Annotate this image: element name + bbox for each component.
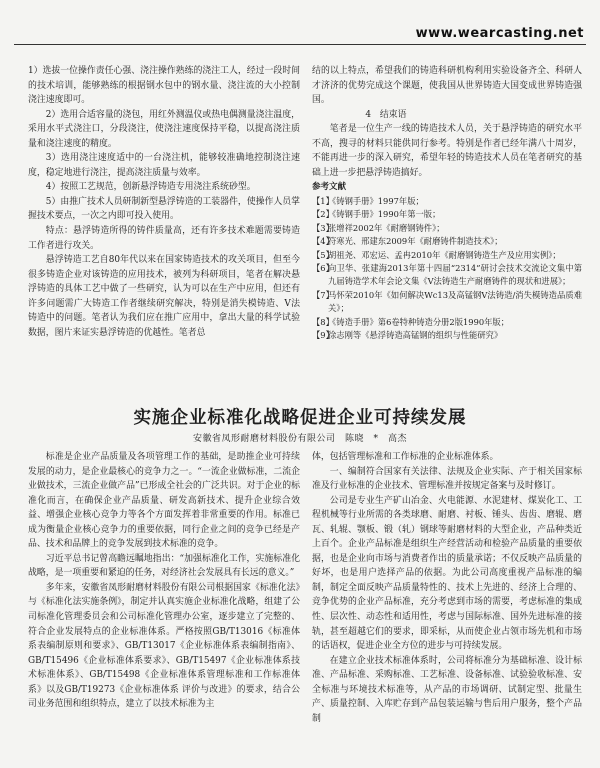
header-rule xyxy=(14,44,586,45)
references-label: 参考文献 xyxy=(312,182,347,193)
paragraph: 体，包括管理标准和工作标准的企业标准体系。 xyxy=(312,452,499,462)
paragraph: 2）选用合适容量的浇包，用红外测温仪或热电偶测量浇注温度，采用水平式浇注口，分段浇注，使浇注速度保持平稳，以提高浇注质量和浇注速度的精度。 xyxy=(28,109,300,149)
paragraph: 笔者是一位生产一线的铸造技术人员，关于悬浮铸造的研究水平不高，搜寻的材料只能供同行参考。特别是作者已经年满八十周岁，不能再进一步的深入研究，希望年轻的铸造技术人员在笔者研究的基础上进一步把悬浮铸造搞好。 xyxy=(312,124,582,178)
section-heading: 4 结束语 xyxy=(365,109,407,120)
reference-item: 【2】 《铸钢手册》1990年第一版； xyxy=(312,209,441,220)
reference-item: 【5】 胡祖尧、邓宏运、孟冉2010年《耐磨钢铸造生产及应用实例》； xyxy=(312,249,561,260)
paragraph: 在建立企业技术标准体系时，公司将标准分为基础标准、设计标准、产品标准、采购标准、工艺标准、设备标准、试验验收标准、安全标准与环境技术标准等，从产品的市场调研、试制定型、批量生产、质量控制、入库贮存到产品包装运输与售后用户服务，整个产品制 xyxy=(312,655,582,724)
paragraph: 悬浮铸造工艺自80年代以来在国家铸造技术的攻关项目，但至今很多铸造企业对该铸造的应用技术，被列为科研项目，笔者在解决悬浮铸造的具体工艺中做了一些研究，认为可以在生产中应用，但还有许多问题需广大铸造工作者继续研究解决，特别是消失模铸造、V法铸造中的问题。笔者认为我们应在推广应用中，拿出大量的科学试验数据，图片来证实悬浮铸造的优越性。笔者总 xyxy=(28,255,300,338)
top-right-column xyxy=(312,64,582,374)
paragraph: 4）按照工艺规范，创新悬浮铸造专用浇注系统砂型。 xyxy=(45,182,256,193)
reference-item: 【1】 《铸钢手册》1997年版； xyxy=(312,195,424,206)
paragraph: 结的以上特点，希望我们的铸造科研机构利用实验设备齐全、科研人才济济的优势完成这个课题，使我国从世界铸造大国变成世界铸造强国。 xyxy=(312,66,582,106)
paragraph: 5）由推广技术人员研制新型悬浮铸造的工装器件，使操作人员掌握技术要点，一次之内即可投入使用。 xyxy=(28,196,300,222)
paragraph: 特点：悬浮铸造所得的铸件质量高，还有许多技术难题需要铸造工作者进行攻关。 xyxy=(28,226,300,251)
reference-item: 【4】 符寒光、邢建东2009年《耐磨铸件制造技术》； xyxy=(312,236,503,247)
top-left-column xyxy=(28,64,300,364)
reference-item: 【8】 《铸造手册》第6卷特种铸造分册2版1990年版； xyxy=(312,316,510,327)
site-url: www.wearcasting.net xyxy=(415,26,584,41)
reference-item: 【9】 徐志刚等《悬浮铸造高锰钢的组织与性能研究》 xyxy=(312,329,503,340)
bottom-right-column xyxy=(312,450,582,768)
paragraph: 一、编制符合国家有关法律、法规及企业实际、产于相关国家标准及行业标准的企业技术、管理标准并按规定备案与及时修订。 xyxy=(312,466,582,492)
reference-item: 【3】 张增祥2002年《耐磨钢铸件》； xyxy=(312,222,445,233)
paragraph: 公司是专业生产矿山冶金、火电能源、水泥建材、煤炭化工、工程机械等行业所需的各类球磨、耐磨、衬板、锤头、齿齿、磨辊、磨瓦、轧辊、颚板、锻（轧）钢球等耐磨材料的大型企业，产品种类近上百个。企业产品标准是组织生产经营活动和检验产品质量的重要依据，也是企业向市场与消费者作出的质量承诺；不仅反映产品质量的好坏，也是用户选择产品的依据。为此公司高度重视产品标准的编制，制定全面反映产品质量特性的、技术上先进的、经济上合理的、竞争优势的企业产品标准，充分考虑到市场的需要，考虑标准的集成性、层次性、动态性和适用性，考虑与国际标准、国外先进标准的接轨，甚至超越它们的要求，即采标，从而使企业占领市场先机和市场的话语权，促进企业全方位的进步与可持续发展。 xyxy=(312,495,582,652)
reference-item: 【6】 向卫华、张建海2013年第十四届“2314”研讨会技术交流论文集中第九届铸造学术年会论文集《V法铸造生产耐磨铸件的现状和进展》； xyxy=(312,262,582,287)
paragraph: 1）选拔一位操作责任心强、浇注操作熟练的浇注工人，经过一段时间的技术培训，能够熟练的根据钢水包中的钢水量、浇注流的大小控制浇注速度即可。 xyxy=(28,66,300,106)
paragraph: 习近平总书记曾高瞻远瞩地指出：“加强标准化工作，实施标准化战略，是一项重要和紧迫的任务，对经济社会发展具有长远的意义。” xyxy=(28,553,300,579)
article-author: 安徽省凤形耐磨材料股份有限公司 陈晓 * 高杰 xyxy=(192,434,407,444)
paragraph: 多年来，安徽省凤形耐磨材料股份有限公司根据国家《标准化法》与《标准化法实施条例》，制定并认真实施企业标准化战略，组建了公司标准化管理委员会和公司标准化管理办公室，逐步建立了完整的、符合企业发展特点的企业标准体系。严格按照GB/T13016《标准体系表编制原则和要求》、GB/T13017《企业标准体系表编制指南》、GB/T15496《企业标准体系要求》、GB/T15497《企业标准体系技术标准体系》、GB/T15498《企业标准体系管理标准和工作标准体系》以及GB/T19273《企业标准体系 评价与改进》的要求，结合公司业务范围和组织特点，建立了以技术标准为主 xyxy=(28,582,300,710)
bottom-left-column xyxy=(28,450,300,768)
article-title: 实施企业标准化战略促进企业可持续发展 xyxy=(133,408,467,428)
paragraph: 3）选用浇注速度适中的一台浇注机，能够较准确地控制浇注速度，稳定地进行浇注，提高浇注质量与效率。 xyxy=(28,153,300,178)
reference-item: 【7】 马怀荣2010年《如何解决Wc13及高锰钢V法铸造/消失模铸造品质难关》； xyxy=(312,289,582,314)
paragraph: 标准是企业产品质量及各项管理工作的基础，是助推企业可持续发展的动力，是企业最核心的竞争力之一。“一流企业做标准，二流企业做技术，三流企业做产品”已形成全社会的广泛共识。对于企业的标准化而言，在确保企业产品质量、研发高新技术、提升企业综合效益、增强企业核心竞争力等各个方面发挥着非常重要的作用。标准已成为衡量企业核心竞争力的重要依据，同行企业之间的竞争已经是产品、技术和品牌上的竞争发展到技术标准的竞争。 xyxy=(28,452,300,550)
